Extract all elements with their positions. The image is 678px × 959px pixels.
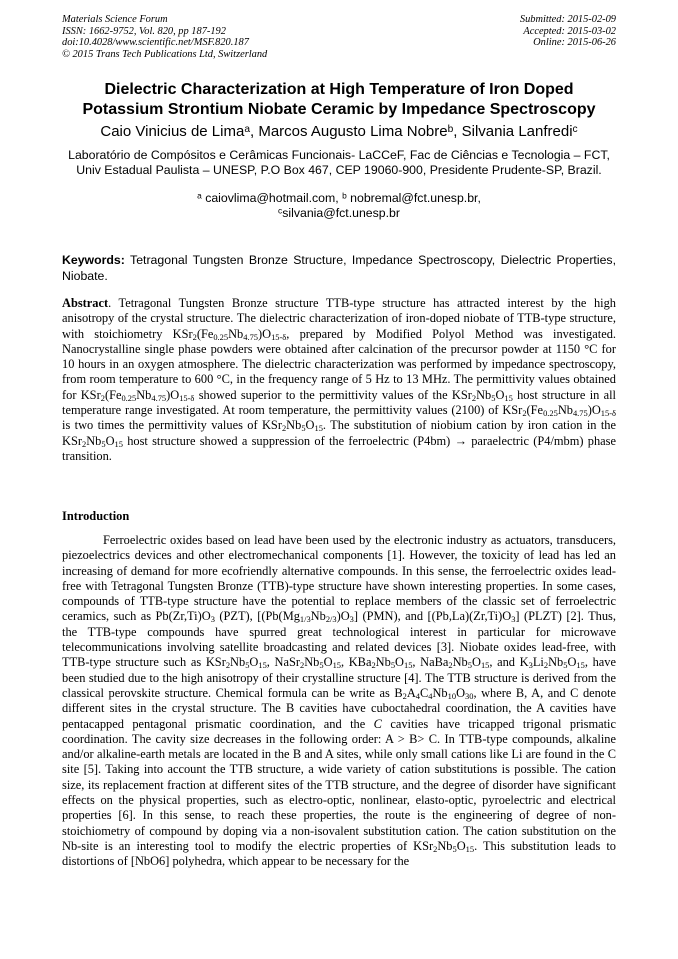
- introduction-body: [62, 533, 616, 870]
- text-run: Li: [532, 655, 544, 670]
- text-run: . This substitution leads to distortions of [NbO6] polyhedra, which appear to be necessary for the: [62, 838, 616, 869]
- text-run: . The substitution of niobium cation by iron cation in the KSr: [62, 418, 616, 448]
- author-name: Marcos Augusto Lima Nobre: [258, 123, 448, 140]
- email-mark: a: [197, 190, 202, 201]
- formula-subscript: 15-δ: [271, 331, 287, 342]
- journal-info: [62, 14, 267, 60]
- text-run: )O: [258, 326, 272, 341]
- text-run: , prepared by Modified Polyol Method was investigated. Nanocrystalline single phase powders were obtained after calcination of the precursor powder at 1150 °C for 10 hours in an oxygen atmosphere. The dielectric characterization was performed by impedance spectroscopy, from room temperature to 600 °C, in the frequency range of 5 Hz to 13 MHz. The permittivity values obtained for KSr: [62, 326, 616, 402]
- text-run: (PZT), [(Pb(Mg: [214, 609, 300, 624]
- text-run: )O: [336, 609, 350, 624]
- text-run: O: [305, 418, 315, 433]
- text-run: Nb: [437, 838, 453, 853]
- formula-subscript: 4.75: [572, 408, 588, 419]
- text-run: Nb: [375, 655, 391, 670]
- author-separator: ,: [453, 123, 462, 140]
- text-run: O: [249, 655, 259, 670]
- text-run: is two times the permittivity values of KSr: [62, 418, 282, 433]
- text-run: Nb: [286, 418, 302, 433]
- text-run: cavities have tricapped trigonal prismatic coordination. The cavity size decreases in the following order: A > B> C. In TTB-type compounds, alkaline and/or alkaline-earth metals are located in the B and A sites, while only small cations like Li are found in the C site [5]. Taking into account the TTB structure, a wide variety of cation substitutions is possible. The cation size, its replacement fraction at different sites of the TTB structure, and the degree of disorder have significant effects on the physical properties, such as electro-optic, nonlinear, elasto-optic, pyroelectric and electrical properties [6]. In this sense, to reach these properties, the route is the engineering of degree of non-stoichiometry of compound by doping via a non-isovalent substitution cation. The cation substitution on the Nb-site is an interesting tool to modify the electric properties of KSr: [62, 716, 616, 853]
- formula-subscript: 0.25: [121, 392, 137, 403]
- formula-subscript: 2: [471, 392, 477, 403]
- text-run: Nb: [476, 387, 492, 402]
- text-run: O: [495, 387, 505, 402]
- text-run: Nb: [304, 655, 320, 670]
- formula-subscript: 2: [81, 438, 87, 449]
- text-run: O: [395, 655, 404, 670]
- formula-subscript: 5: [101, 438, 106, 449]
- text-run: Nb: [228, 326, 244, 341]
- email-address: caiovlima@hotmail.com,: [201, 191, 343, 205]
- text-run: , where B, A, and C denote different sites in the crystal structure. The B cavities have cuboctahedral coordination, the A cavities have pentacapped pentagonal prismatic coordination, and the: [62, 685, 616, 731]
- text-run: , NaBa: [412, 655, 449, 670]
- author-affil-mark: a: [244, 123, 250, 135]
- text-run: , KBa: [340, 655, 372, 670]
- text-run: , and K: [489, 655, 529, 670]
- text-run: (Fe: [196, 326, 214, 341]
- text-run: ] (PMN), and [(Pb,La)(Zr,Ti)O: [353, 609, 512, 624]
- formula-subscript: 3: [210, 614, 215, 625]
- author-name: Silvania Lanfredi: [461, 123, 573, 140]
- formula-subscript: 3: [511, 614, 516, 625]
- text-run: O: [567, 655, 577, 670]
- text-run: C: [420, 685, 429, 700]
- title-line-2: Potassium Strontium Niobate Ceramic by Impedance Spectroscopy: [82, 101, 596, 118]
- text-run: , NaSr: [266, 655, 301, 670]
- formula-subscript: 15: [480, 660, 490, 671]
- formula-subscript: 5: [319, 660, 324, 671]
- keywords-text: Tetragonal Tungsten Bronze Structure, Impedance Spectroscopy, Dielectric Properties, Niobate.: [62, 253, 616, 283]
- formula-subscript: 4: [415, 691, 420, 702]
- text-run: , have been studied due to the high anisotropy of their crystalline structure [4]. The TTB structure is derived from the classical perovskite structure. Chemical formula can be write as B: [62, 655, 616, 700]
- keywords: [62, 252, 616, 284]
- author-emails: [62, 191, 616, 222]
- formula-subscript: 2: [281, 423, 287, 434]
- email-mark: c: [278, 206, 283, 217]
- text-run: showed superior to the permittivity values of the KSr: [194, 387, 472, 402]
- text-run: Nb: [86, 433, 102, 448]
- formula-subscript: 5: [301, 423, 306, 434]
- text-run: host structure in all temperature range investigated. At room temperature, the permittivity values (2100) of KSr: [62, 387, 617, 418]
- text-run: )O: [587, 403, 601, 418]
- formula-subscript: 2/3: [325, 614, 337, 625]
- abstract-label: Abstract: [62, 296, 109, 310]
- formula-subscript: 15: [504, 392, 513, 403]
- publication-dates: [520, 14, 616, 49]
- formula-subscript: 2: [371, 660, 376, 671]
- formula-subscript: 2: [225, 660, 231, 671]
- text-run: O: [456, 685, 466, 700]
- keywords-label: Keywords:: [62, 253, 125, 267]
- formula-subscript: 2: [448, 660, 453, 671]
- formula-subscript: 5: [390, 660, 396, 671]
- formula-subscript: 3: [528, 660, 533, 671]
- formula-subscript: 0.25: [213, 331, 229, 342]
- issn-line: ISSN: 1662-9752, Vol. 820, pp 187-192: [62, 25, 226, 37]
- text-run: Nb: [557, 403, 573, 418]
- text-run: Nb: [432, 685, 448, 700]
- formula-subscript: 2: [300, 660, 305, 671]
- formula-subscript: 15: [404, 660, 413, 671]
- formula-subscript: 15: [465, 844, 475, 855]
- text-run: Nb: [136, 387, 152, 402]
- text-run: Ferroelectric oxides based on lead have been used by the electronic industry as actuators, transducers, piezoelectrics devices and other electromechanical components [1]. However, the toxicity of lead has led an increasing of demand for more ecofriendly alternative compounds. In this sense, the ferroelectric oxides lead-free with Tetragonal Tungsten Bronze (TTB)-type structure have shown interesting properties. In some cases, compounds of TTB-type structure have the potential to replace members of the classic set of ferroelectric ceramics, such as Pb(Zr,Ti)O: [62, 533, 616, 624]
- text-run: O: [323, 655, 333, 670]
- formula-subscript: 5: [452, 844, 457, 855]
- text-run: C: [373, 716, 382, 731]
- email-mark: b: [342, 190, 347, 201]
- online-date: Online: 2015-06-26: [533, 37, 616, 49]
- text-run: Nb: [452, 655, 468, 670]
- formula-subscript: 4.75: [151, 392, 167, 403]
- formula-subscript: 15: [576, 660, 585, 671]
- formula-subscript: 2: [543, 660, 549, 671]
- formula-subscript: 5: [491, 392, 496, 403]
- text-run: Nb: [230, 655, 246, 670]
- formula-subscript: 15: [314, 423, 323, 434]
- formula-subscript: 2: [522, 408, 527, 419]
- author-affil-mark: b: [447, 123, 454, 135]
- copyright-line: © 2015 Trans Tech Publications Ltd, Switzerland: [62, 48, 268, 60]
- author-list: [62, 122, 616, 141]
- formula-subscript: 2: [402, 691, 407, 702]
- formula-subscript: 10: [447, 691, 457, 702]
- text-run: Nb: [548, 655, 564, 670]
- text-run: O: [471, 655, 481, 670]
- affiliation: Laboratório de Compósitos e Cerâmicas Funcionais- LaCCeF, Fac de Ciências e Tecnologia – FCT, Univ Estadual Paulista – UNESP, P.O Box 467, CEP 19060-900, Presidente Prudente-SP, Brazil.: [68, 148, 610, 178]
- formula-subscript: 4.75: [243, 331, 258, 342]
- formula-subscript: 30: [465, 691, 474, 702]
- formula-subscript: 4: [428, 691, 433, 702]
- text-run: A: [406, 685, 416, 700]
- formula-subscript: 2: [192, 331, 197, 342]
- text-run: (Fe: [104, 387, 122, 402]
- title-line-1: Dielectric Characterization at High Temperature of Iron Doped: [104, 81, 574, 98]
- formula-subscript: 15-δ: [179, 392, 195, 403]
- journal-name: Materials Science Forum: [62, 14, 168, 25]
- formula-subscript: 0.25: [543, 408, 558, 419]
- formula-subscript: 15-δ: [600, 408, 616, 419]
- section-heading-introduction: Introduction: [62, 509, 130, 523]
- author-separator: ,: [250, 123, 259, 140]
- text-run: O: [105, 433, 115, 448]
- email-address: nobremal@fct.unesp.br,: [346, 191, 481, 205]
- text-run: host structure showed a suppression of the ferroelectric (P4bm) → paraelectric (P4/mbm) phase transition.: [62, 433, 616, 463]
- text-run: Nb: [310, 609, 326, 624]
- author-affil-mark: c: [572, 123, 578, 135]
- text-run: ] (PLZT) [2]. Thus, the TTB-type compounds have spurred great technological interest in particular for microwave telecommunications involving satellite broadcasting and related devices [3]. Niobate oxides lead-free, with TTB-type structure such as KSr: [62, 609, 616, 670]
- accepted-date: Accepted: 2015-03-02: [523, 25, 616, 37]
- formula-subscript: 2: [100, 392, 105, 403]
- formula-subscript: 1/3: [299, 614, 311, 625]
- formula-subscript: 5: [467, 660, 472, 671]
- text-run: . Tetragonal Tungsten Bronze structure TTB-type structure has attracted interest by the high anisotropy of the crystal structure. The dielectric characterization of iron-doped niobate of TTB-type structure, with stoichiometry KSr: [62, 296, 616, 341]
- formula-subscript: 5: [563, 660, 568, 671]
- formula-subscript: 3: [349, 614, 354, 625]
- abstract: [62, 296, 616, 464]
- formula-subscript: 15: [258, 660, 267, 671]
- formula-subscript: 15: [114, 438, 123, 449]
- text-run: )O: [166, 387, 180, 402]
- text-run: (Fe: [526, 403, 544, 418]
- doi-line: doi:10.4028/www.scientific.net/MSF.820.187: [62, 37, 249, 49]
- author-name: Caio Vinicius de Lima: [100, 123, 245, 140]
- submitted-date: Submitted: 2015-02-09: [519, 14, 616, 25]
- paper-title: [62, 80, 616, 120]
- formula-subscript: 2: [433, 844, 438, 855]
- text-run: O: [456, 838, 466, 853]
- email-address: silvania@fct.unesp.br: [282, 206, 400, 221]
- formula-subscript: 15: [332, 660, 341, 671]
- formula-subscript: 5: [245, 660, 250, 671]
